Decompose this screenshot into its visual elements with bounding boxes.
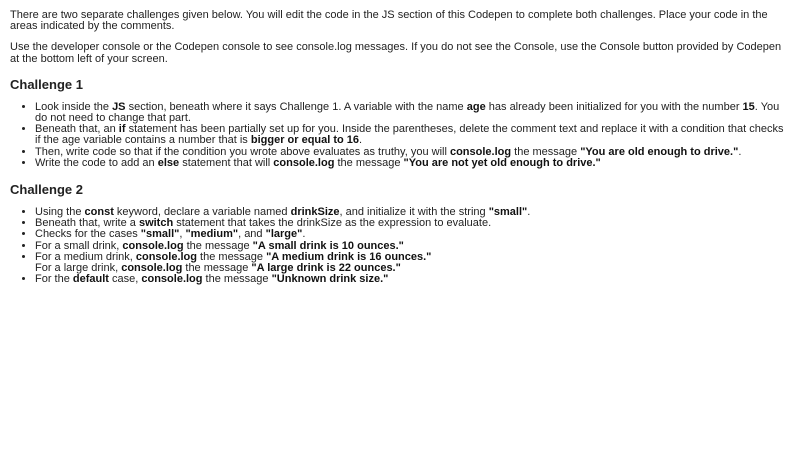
list-item: • For a small drink, console.log the message "A small drink is 10 ounces." xyxy=(35,241,792,252)
list-item: • For a medium drink, console.log the message "A medium drink is 16 ounces." For a large drink, console.log the message "A large drink is 22 ounces." xyxy=(35,252,792,274)
challenge-1-list xyxy=(10,102,792,169)
challenge-2-list xyxy=(10,207,792,285)
instructions-page xyxy=(10,10,792,285)
challenge-2-heading: Challenge 2 xyxy=(10,182,83,198)
list-item: • Beneath that, an if statement has been partially set up for you. Inside the parentheses, delete the comment text and replace it with a condition that checks if the age variable contains a number that is bigger or equal to 16. xyxy=(35,124,792,146)
list-item: • Checks for the cases "small", "medium", and "large". xyxy=(35,229,792,240)
intro-paragraph: There are two separate challenges given below. You will edit the code in the JS section of this Codepen to complete both challenges. Place your code in the areas indicated by the comments. xyxy=(10,9,768,33)
list-item: • Look inside the JS section, beneath where it says Challenge 1. A variable with the name age has already been initialized for you with the number 15. You do not need to change that part. xyxy=(35,102,792,124)
console-paragraph: Use the developer console or the Codepen console to see console.log messages. If you do not see the Console, use the Console button provided by Codepen at the bottom left of your screen. xyxy=(10,41,782,65)
list-item: • Write the code to add an else statement that will console.log the message "You are not yet old enough to drive." xyxy=(35,158,792,169)
list-item: • Then, write code so that if the condition you wrote above evaluates as truthy, you will console.log the message "You are old enough to drive.". xyxy=(35,147,792,158)
challenge-1-heading: Challenge 1 xyxy=(10,76,83,92)
list-item: • For the default case, console.log the message "Unknown drink size." xyxy=(35,274,792,285)
list-item: • Beneath that, write a switch statement that takes the drinkSize as the expression to evaluate. xyxy=(35,218,792,229)
list-item: • Using the const keyword, declare a variable named drinkSize, and initialize it with the string "small". xyxy=(35,207,792,218)
